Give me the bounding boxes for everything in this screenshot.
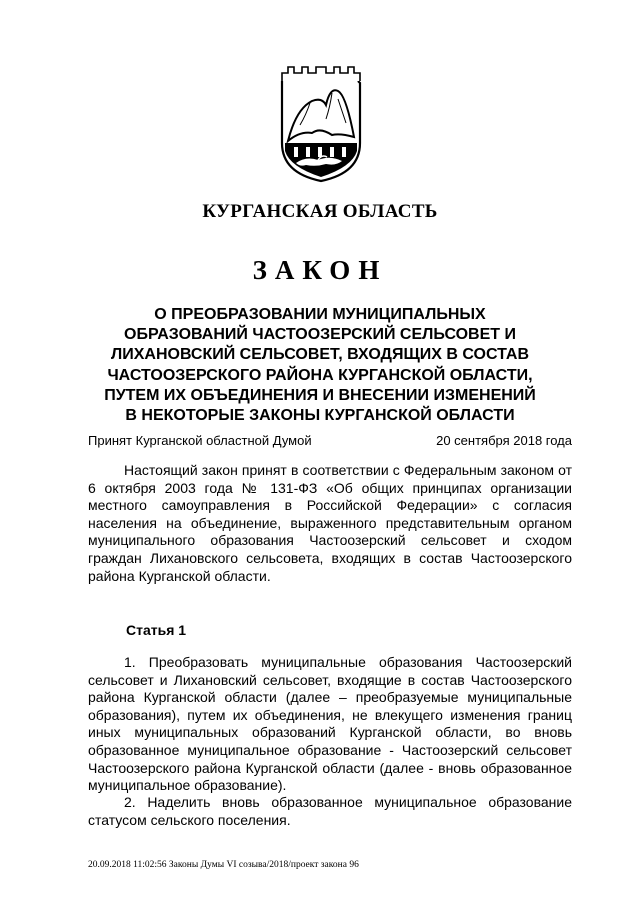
law-title-line: ПУТЕМ ИХ ОБЪЕДИНЕНИЯ И ВНЕСЕНИИ ИЗМЕНЕНИЙ <box>104 386 536 404</box>
article-paragraph: 2. Наделить вновь образованное муниципальное образование статусом сельского поселения. <box>88 794 572 828</box>
law-title-line: ЧАСТООЗЕРСКОГО РАЙОНА КУРГАНСКОЙ ОБЛАСТИ, <box>107 366 533 384</box>
adopted-by: Принят Курганской областной Думой <box>88 433 312 448</box>
coat-of-arms-icon <box>272 63 370 183</box>
law-title-line: ОБРАЗОВАНИЙ ЧАСТООЗЕРСКИЙ СЕЛЬСОВЕТ И <box>124 326 516 344</box>
article-heading: Статья 1 <box>126 622 187 638</box>
law-title-line: ЛИХАНОВСКИЙ СЕЛЬСОВЕТ, ВХОДЯЩИХ В СОСТАВ <box>111 346 529 364</box>
article-paragraph: 1. Преобразовать муниципальные образования Частоозерский сельсовет и Лихановский сельсовет, входящие в состав Частоозерского района Курганской области (далее – преобразуемые муниципальные образования), путем их объединения, не влекущего изменения границ иных муниципальных образований Курганской области, во вновь образованное муниципальное образование - Частоозерский сельсовет Частоозерского района Курганской области (далее - вновь образованное муниципальное образование). <box>88 654 572 794</box>
adoption-date: 20 сентября 2018 года <box>436 433 572 448</box>
document-footer: 20.09.2018 11:02:56 Законы Думы VI созыва/2018/проект закона 96 <box>88 860 359 870</box>
adoption-line <box>88 433 572 448</box>
law-title-line: В НЕКОТОРЫЕ ЗАКОНЫ КУРГАНСКОЙ ОБЛАСТИ <box>125 407 515 425</box>
region-name: КУРГАНСКАЯ ОБЛАСТЬ <box>202 201 438 222</box>
law-title-line: О ПРЕОБРАЗОВАНИИ МУНИЦИПАЛЬНЫХ <box>154 306 486 323</box>
document-type: ЗАКОН <box>252 255 388 285</box>
preamble-paragraph: Настоящий закон принят в соответствии с Федеральным законом от 6 октября 2003 года № 131-ФЗ «Об общих принципах организации местного самоуправления в Российской Федерации» с согласия населения на объединение, выраженного представительным органом муниципального образования Частоозерский сельсовет и сходом граждан Лихановского сельсовета, входящих в состав Частоозерского района Курганской области. <box>88 462 572 584</box>
law-title <box>95 305 545 426</box>
